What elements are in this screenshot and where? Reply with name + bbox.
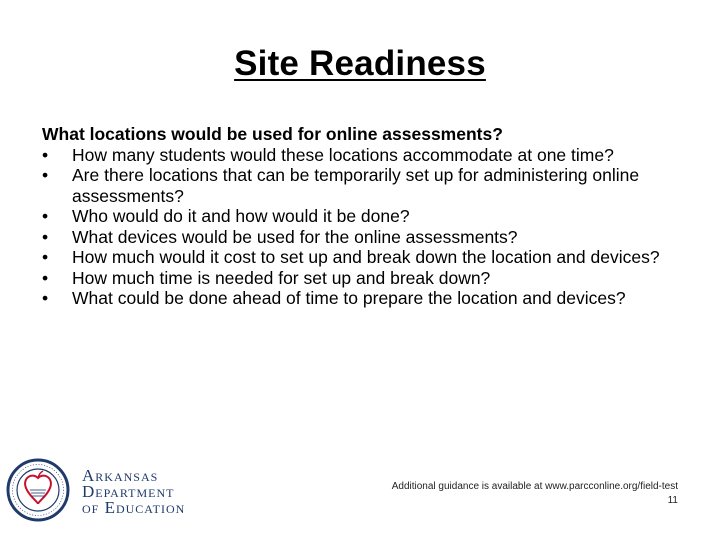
state-seal-icon [6, 458, 70, 522]
logo-line-1: Arkansas [82, 466, 159, 485]
bullet-list [42, 145, 690, 309]
bullet-text: How many students would these locations accommodate at one time? [72, 144, 614, 165]
bullet-icon: • [42, 206, 49, 226]
bullet-item [42, 206, 690, 227]
bullet-icon: • [42, 247, 49, 267]
lead-question: What locations would be used for online assessments? [42, 124, 503, 144]
bullet-text: How much time is needed for set up and break down? [72, 267, 491, 288]
bullet-icon: • [42, 144, 49, 165]
bullet-item [42, 247, 690, 268]
footer-guidance-text: Additional guidance is available at www.parcconline.org/field-test [391, 481, 678, 492]
logo-line-3: of Education [82, 498, 186, 517]
page-number: 11 [667, 495, 678, 506]
bullet-icon: • [42, 165, 49, 185]
bullet-item [42, 165, 690, 206]
arkansas-department-of-education-logo [6, 458, 216, 522]
logo-wordmark [82, 468, 185, 516]
bullet-text: What could be done ahead of time to prepare the location and devices? [72, 288, 626, 308]
footer [392, 480, 678, 508]
bullet-text: How much would it cost to set up and break down the location and devices? [72, 247, 660, 267]
bullet-item [42, 288, 690, 309]
bullet-icon: • [42, 267, 49, 288]
bullet-text: What devices would be used for the online assessments? [72, 226, 518, 247]
bullet-icon: • [42, 288, 49, 308]
slide-body [42, 124, 690, 309]
bullet-text: Who would do it and how would it be done? [72, 206, 410, 226]
bullet-item [42, 227, 690, 248]
logo-line-2: Department [82, 482, 175, 501]
bullet-text: Are there locations that can be temporarily set up for administering online assessments? [72, 165, 640, 206]
bullet-item [42, 268, 690, 289]
bullet-icon: • [42, 226, 49, 247]
bullet-item [42, 145, 690, 166]
slide-title: Site Readiness [234, 44, 486, 83]
